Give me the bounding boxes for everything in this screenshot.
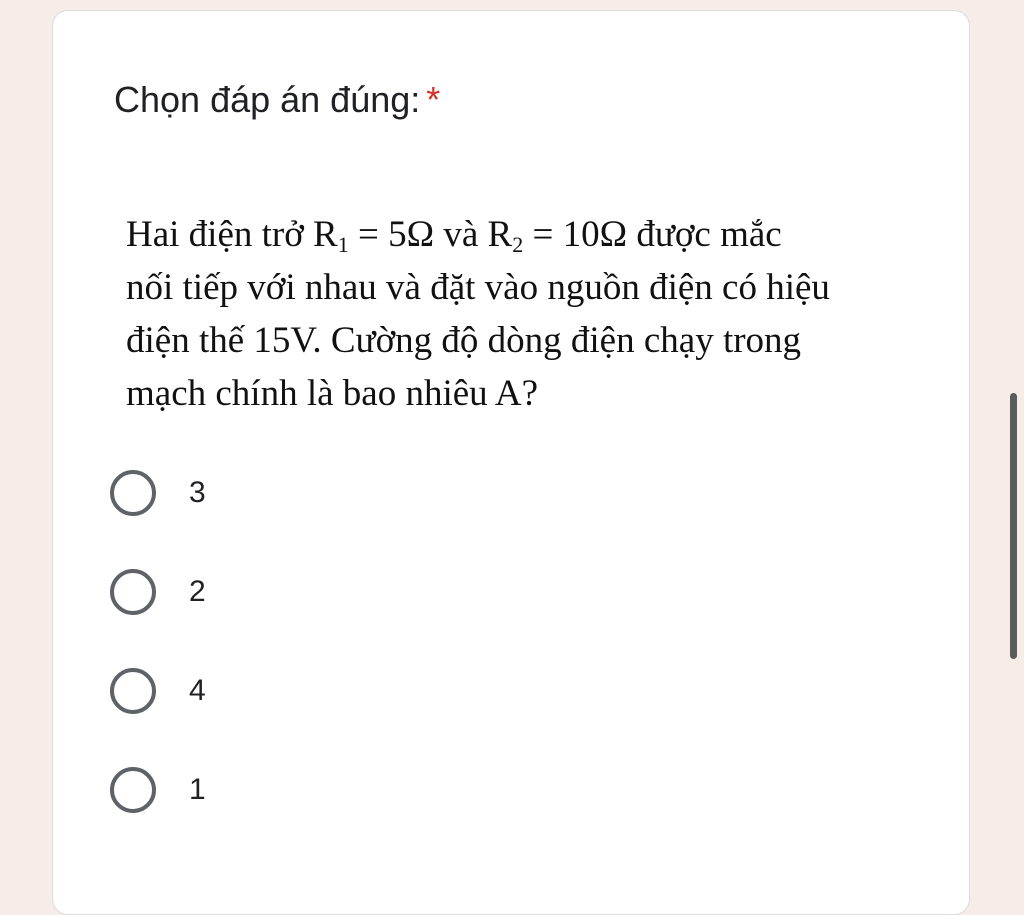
scrollbar-thumb[interactable] [1010, 393, 1017, 659]
question-line-1-part-a: Hai điện trở R [126, 214, 338, 255]
option-label: 2 [189, 575, 206, 608]
radio-button-icon[interactable] [110, 668, 156, 714]
option-label: 1 [189, 773, 206, 806]
option-label: 3 [189, 476, 206, 509]
required-asterisk: * [426, 79, 441, 120]
option-4[interactable] [110, 664, 206, 718]
question-body [126, 208, 926, 420]
option-2[interactable] [110, 565, 206, 619]
option-3[interactable] [110, 466, 206, 520]
radio-button-icon[interactable] [110, 470, 156, 516]
radio-button-icon[interactable] [110, 569, 156, 615]
option-1[interactable] [110, 763, 206, 817]
question-title [114, 78, 440, 122]
question-line-1-part-b: = 5Ω và R [348, 214, 513, 255]
radio-button-icon[interactable] [110, 767, 156, 813]
question-line-1-part-c: = 10Ω được mắc [523, 214, 782, 255]
question-title-text: Chọn đáp án đúng: [114, 79, 421, 120]
question-line-4: mạch chính là bao nhiêu A? [126, 373, 539, 414]
subscript-2: 2 [512, 232, 524, 257]
question-line-2: nối tiếp với nhau và đặt vào nguồn điện có hiệu [126, 267, 830, 308]
question-line-3: điện thế 15V. Cường độ dòng điện chạy trong [126, 320, 802, 361]
question-line-1 [126, 208, 926, 261]
option-label: 4 [189, 674, 206, 707]
subscript-1: 1 [337, 232, 349, 257]
